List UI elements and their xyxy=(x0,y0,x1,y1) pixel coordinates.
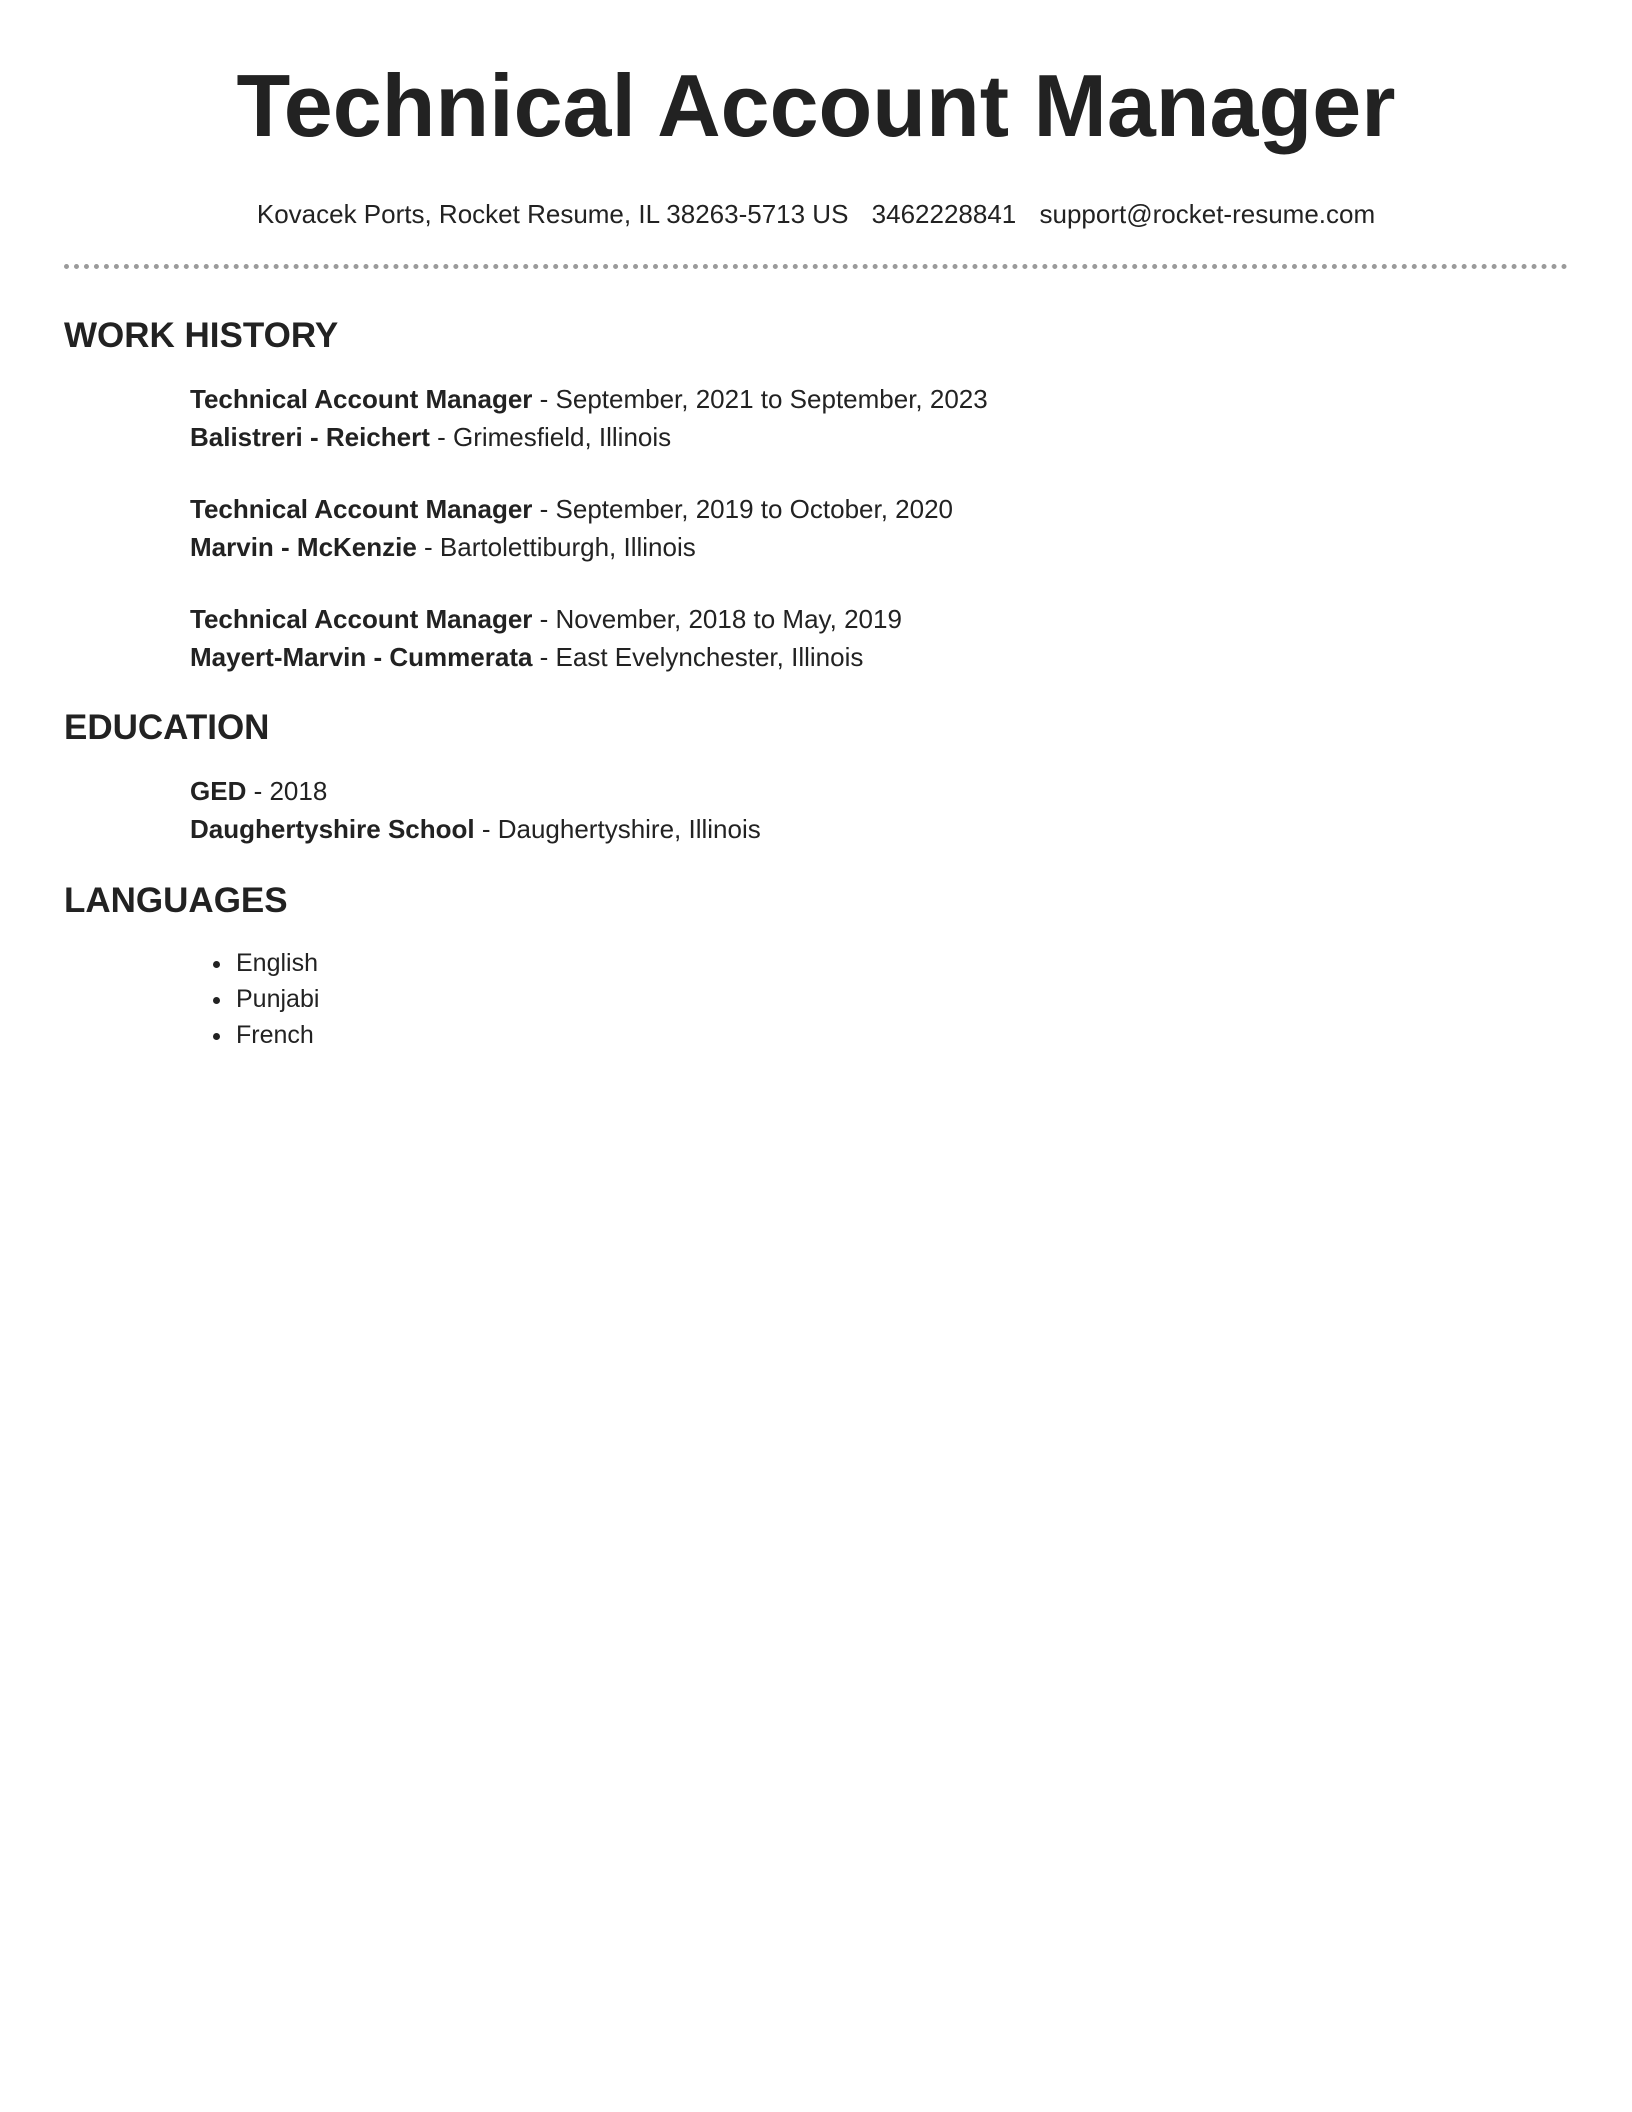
languages-list xyxy=(64,945,1568,1053)
school-line xyxy=(190,810,1568,848)
contact-phone: 3462228841 xyxy=(871,199,1017,229)
header-divider xyxy=(64,264,1568,269)
degree-name: GED xyxy=(190,776,247,806)
job-company-line xyxy=(190,638,1568,676)
work-history-list xyxy=(64,380,1568,676)
job-company-line xyxy=(190,418,1568,456)
job-dates: - November, 2018 to May, 2019 xyxy=(532,604,902,634)
job-company-line xyxy=(190,528,1568,566)
job-title-line xyxy=(190,600,1568,638)
resume-name: Technical Account Manager xyxy=(236,56,1396,155)
job-title-line xyxy=(190,380,1568,418)
degree-line xyxy=(190,772,1568,810)
school-location: - Daughertyshire, Illinois xyxy=(474,814,761,844)
school-name: Daughertyshire School xyxy=(190,814,475,844)
language-item: • French xyxy=(234,1017,1568,1053)
job-entry xyxy=(190,490,1568,566)
job-company: Marvin - McKenzie xyxy=(190,532,417,562)
job-location: - Bartolettiburgh, Illinois xyxy=(416,532,696,562)
job-position: Technical Account Manager xyxy=(190,384,533,414)
job-dates: - September, 2019 to October, 2020 xyxy=(532,494,954,524)
language-item: • English xyxy=(234,945,1568,981)
job-company: Mayert-Marvin - Cummerata xyxy=(190,642,533,672)
job-entry xyxy=(190,380,1568,456)
section-title-work-history: WORK HISTORY xyxy=(64,316,339,355)
language-item: • Punjabi xyxy=(234,981,1568,1017)
job-company: Balistreri - Reichert xyxy=(190,422,430,452)
job-location: - East Evelynchester, Illinois xyxy=(532,642,864,672)
job-position: Technical Account Manager xyxy=(190,604,533,634)
contact-line xyxy=(64,198,1568,230)
job-position: Technical Account Manager xyxy=(190,494,533,524)
section-title-education: EDUCATION xyxy=(64,708,270,747)
education-entry xyxy=(190,772,1568,848)
job-title-line xyxy=(190,490,1568,528)
job-dates: - September, 2021 to September, 2023 xyxy=(532,384,988,414)
job-entry xyxy=(190,600,1568,676)
contact-email: support@rocket-resume.com xyxy=(1039,199,1376,229)
section-title-languages: LANGUAGES xyxy=(64,881,288,920)
degree-year: - 2018 xyxy=(246,776,328,806)
job-location: - Grimesfield, Illinois xyxy=(429,422,672,452)
contact-address: Kovacek Ports, Rocket Resume, IL 38263-5713 US xyxy=(256,199,849,229)
education-list xyxy=(64,772,1568,848)
